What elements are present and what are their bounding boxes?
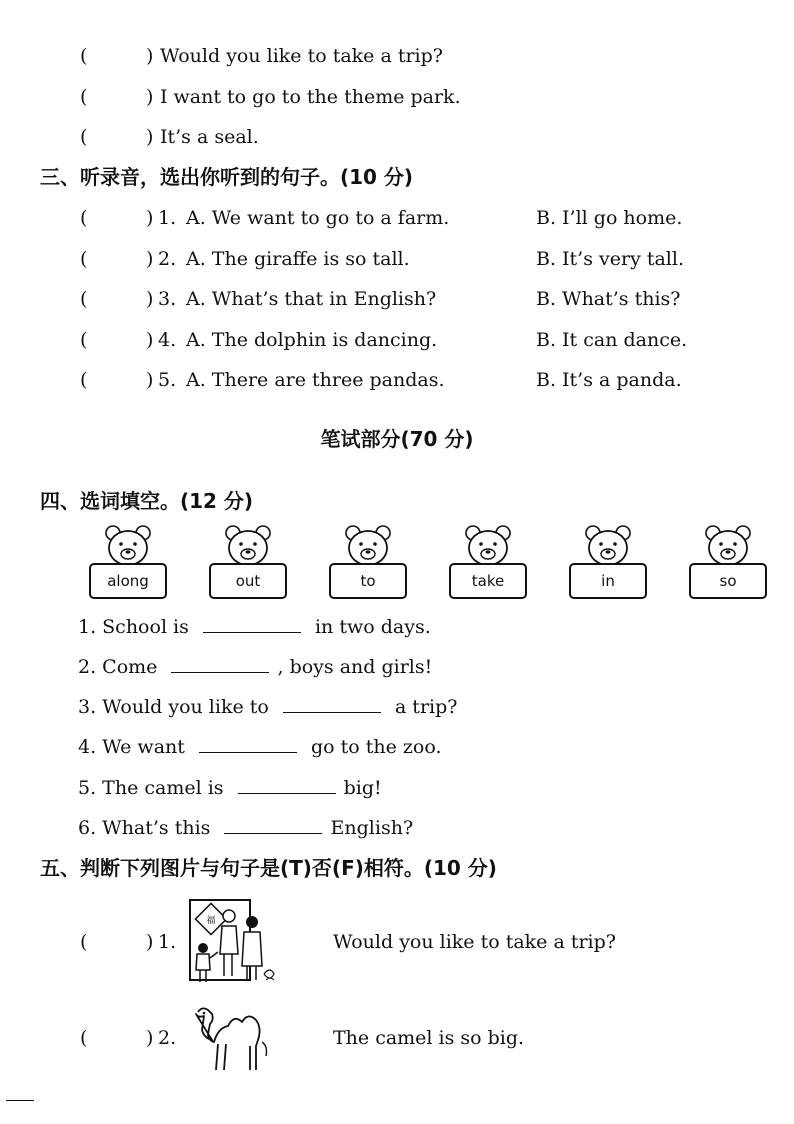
answer-blank[interactable]: [203, 614, 301, 633]
fill-sentence: [78, 694, 457, 719]
answer-paren-close: ): [146, 126, 154, 148]
answer-paren-open: (: [80, 288, 88, 310]
item-text: Would you like to take a trip?: [333, 931, 616, 953]
section3-item: [0, 247, 794, 271]
answer-paren-close: ): [146, 1027, 154, 1049]
option-b: B. It’s a panda.: [536, 369, 682, 391]
family-at-door-image: [186, 896, 280, 988]
answer-paren-open: (: [80, 931, 88, 953]
answer-paren-close: ): [146, 45, 154, 67]
answer-paren-open: (: [80, 86, 88, 108]
section5-item: [0, 930, 794, 954]
answer-paren-open: (: [80, 45, 88, 67]
section4-heading: 四、选词填空。(12 分): [40, 489, 254, 513]
option-a: A. The dolphin is dancing.: [186, 329, 438, 351]
section3-item: [0, 206, 794, 230]
sentence-before: 2. Come: [78, 656, 158, 678]
answer-paren-close: ): [146, 329, 154, 351]
item-text: It’s a seal.: [160, 126, 259, 148]
camel-image: [192, 1002, 272, 1070]
item-number: 3.: [158, 288, 177, 310]
sentence-before: 6. What’s this: [78, 817, 211, 839]
sentence-before: 3. Would you like to: [78, 696, 269, 718]
word-option: take: [449, 563, 527, 599]
fill-sentence: [78, 654, 432, 679]
item-number: 2.: [158, 248, 177, 270]
item-number: 2.: [158, 1027, 177, 1049]
sentence-before: 4. We want: [78, 736, 185, 758]
answer-paren-close: ): [146, 931, 154, 953]
sentence-after: big!: [343, 777, 382, 799]
answer-paren-close: ): [146, 288, 154, 310]
fill-sentence: [78, 815, 413, 840]
bear-icon: [104, 524, 152, 566]
answer-blank[interactable]: [224, 815, 322, 834]
option-a: A. We want to go to a farm.: [186, 207, 450, 229]
answer-paren-open: (: [80, 207, 88, 229]
item-number: 1.: [158, 931, 177, 953]
bear-icon: [584, 524, 632, 566]
top-item: [0, 125, 794, 149]
answer-paren-open: (: [80, 126, 88, 148]
option-a: A. The giraffe is so tall.: [186, 248, 410, 270]
sentence-before: 1. School is: [78, 616, 189, 638]
answer-paren-open: (: [80, 369, 88, 391]
bear-icon: [224, 524, 272, 566]
section3-item: [0, 368, 794, 392]
top-item: [0, 44, 794, 68]
option-b: B. It’s very tall.: [536, 248, 685, 270]
sentence-after: a trip?: [394, 696, 458, 718]
answer-paren-close: ): [146, 248, 154, 270]
option-a: A. What’s that in English?: [186, 288, 437, 310]
sentence-before: 5. The camel is: [78, 777, 224, 799]
word-option: out: [209, 563, 287, 599]
answer-paren-close: ): [146, 86, 154, 108]
answer-blank[interactable]: [171, 654, 269, 673]
section3-heading: 三、听录音，选出你听到的句子。(10 分): [40, 165, 414, 189]
item-number: 4.: [158, 329, 177, 351]
word-option: to: [329, 563, 407, 599]
answer-blank[interactable]: [199, 734, 297, 753]
written-part-title: 笔试部分(70 分): [320, 427, 474, 451]
footer-rule: [6, 1100, 34, 1101]
bear-icon: [464, 524, 512, 566]
answer-paren-open: (: [80, 1027, 88, 1049]
sentence-after: in two days.: [314, 616, 431, 638]
sentence-after: English?: [330, 817, 414, 839]
item-text: Would you like to take a trip?: [160, 45, 443, 67]
fill-sentence: [78, 734, 442, 759]
word-option: in: [569, 563, 647, 599]
fill-sentence: [78, 614, 431, 639]
answer-blank[interactable]: [238, 775, 336, 794]
item-text: The camel is so big.: [333, 1027, 525, 1049]
item-number: 1.: [158, 207, 177, 229]
option-a: A. There are three pandas.: [186, 369, 445, 391]
answer-paren-open: (: [80, 248, 88, 270]
section3-item: [0, 287, 794, 311]
answer-paren-close: ): [146, 207, 154, 229]
section3-item: [0, 328, 794, 352]
word-option: so: [689, 563, 767, 599]
sentence-after: , boys and girls!: [277, 656, 433, 678]
option-b: B. What’s this?: [536, 288, 681, 310]
word-option: along: [89, 563, 167, 599]
svg-text:福: 福: [206, 916, 216, 926]
top-item: [0, 85, 794, 109]
answer-paren-close: ): [146, 369, 154, 391]
item-number: 5.: [158, 369, 177, 391]
sentence-after: go to the zoo.: [311, 736, 442, 758]
item-text: I want to go to the theme park.: [160, 86, 461, 108]
fill-sentence: [78, 775, 382, 800]
section5-heading: 五、判断下列图片与句子是(T)否(F)相符。(10 分): [40, 856, 497, 880]
bear-icon: [344, 524, 392, 566]
option-b: B. It can dance.: [536, 329, 688, 351]
bear-icon: [704, 524, 752, 566]
answer-blank[interactable]: [283, 694, 381, 713]
answer-paren-open: (: [80, 329, 88, 351]
option-b: B. I’ll go home.: [536, 207, 683, 229]
section5-item: [0, 1026, 794, 1050]
